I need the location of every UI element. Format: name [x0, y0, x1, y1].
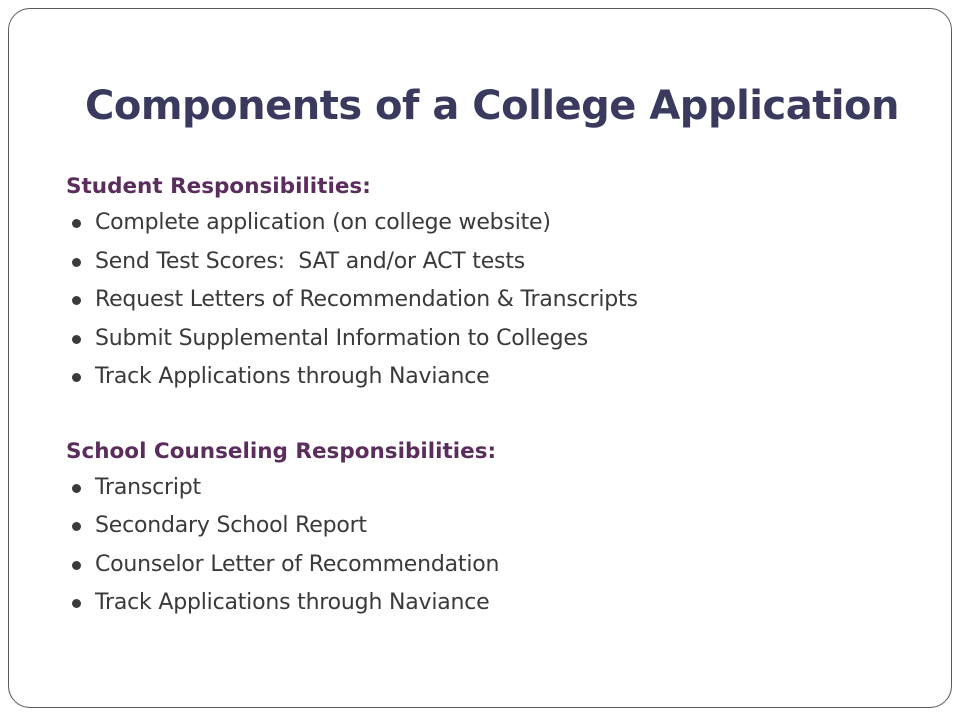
list-item — [66, 320, 926, 359]
list-item — [66, 358, 926, 397]
list-item — [66, 469, 926, 508]
list-item-text: Track Applications through Naviance — [95, 590, 490, 615]
list-item-text: Track Applications through Naviance — [95, 364, 490, 389]
bullet-icon — [72, 219, 81, 228]
list-item-text: Complete application (on college website) — [95, 210, 551, 235]
list-item — [66, 584, 926, 623]
slide-title: Components of a College Application — [84, 83, 899, 129]
bullet-list — [66, 469, 926, 623]
bullet-icon — [72, 373, 81, 382]
list-item-text: Transcript — [95, 474, 201, 500]
list-item-text: Send Test Scores: SAT and/or ACT tests — [95, 248, 526, 274]
section-heading: Student Responsibilities: — [66, 174, 371, 199]
bullet-icon — [72, 258, 81, 267]
bullet-icon — [72, 522, 81, 531]
bullet-icon — [72, 296, 81, 305]
list-item — [66, 243, 926, 282]
bullet-icon — [72, 599, 81, 608]
bullet-icon — [72, 484, 81, 493]
list-item — [66, 281, 926, 320]
list-item — [66, 204, 926, 243]
section-spacer — [66, 397, 926, 437]
student-responsibilities-section — [66, 172, 926, 397]
bullet-icon — [72, 561, 81, 570]
list-item — [66, 507, 926, 546]
bullet-list — [66, 204, 926, 397]
list-item-text: Submit Supplemental Information to Colleges — [95, 325, 589, 351]
slide-content — [66, 172, 926, 623]
list-item-text: Secondary School Report — [95, 513, 367, 538]
list-item — [66, 546, 926, 585]
school-counseling-responsibilities-section — [66, 437, 926, 623]
list-item-text: Request Letters of Recommendation & Transcripts — [95, 287, 638, 312]
section-heading: School Counseling Responsibilities: — [66, 438, 497, 464]
list-item-text: Counselor Letter of Recommendation — [95, 551, 500, 577]
bullet-icon — [72, 335, 81, 344]
